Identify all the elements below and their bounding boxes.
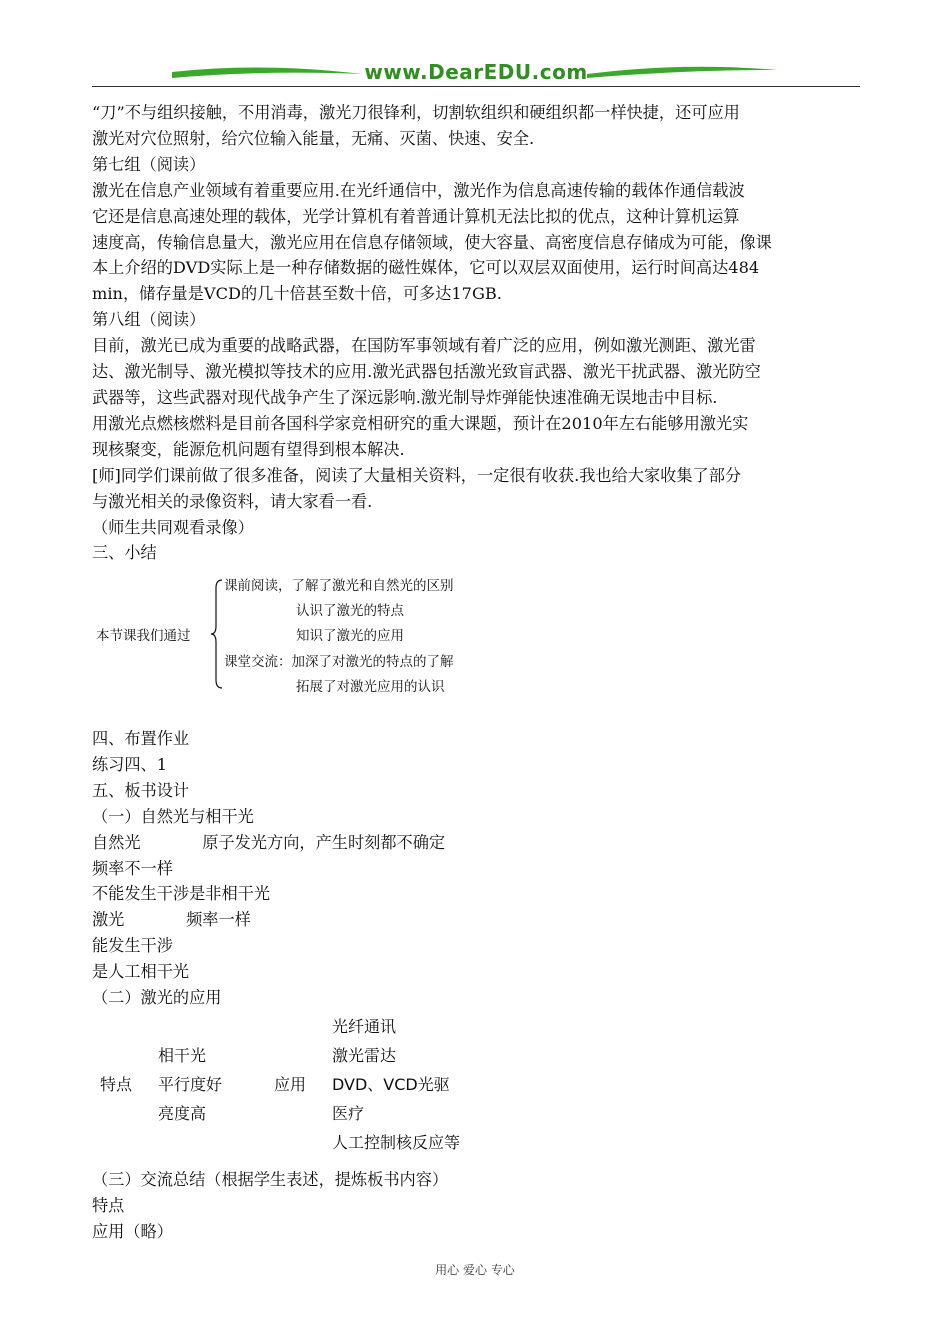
page-footer: 用心 爱心 专心 <box>435 1263 515 1277</box>
summary-brace-graphic <box>210 578 224 690</box>
section-heading: 五、板书设计 <box>92 780 190 800</box>
main-text-end <box>92 1167 862 1245</box>
site-logo[interactable]: www.DearEDU.com <box>364 60 588 84</box>
paragraph: 与激光相关的录像资料，请大家看一看. <box>92 491 373 511</box>
summary-lead: 本节课我们通过 <box>96 628 191 644</box>
application-item: DVD、VCD光驱 <box>332 1075 450 1094</box>
section-heading: 三、小结 <box>92 543 157 563</box>
paragraph: 激光在信息产业领域有着重要应用.在光纤通信中，激光作为信息高速传输的载体作通信载波 <box>92 180 745 200</box>
subsection-heading: （二）激光的应用 <box>92 988 222 1008</box>
subsection-heading: （一）自然光与相干光 <box>92 806 254 826</box>
paragraph: 自然光 原子发光方向，产生时刻都不确定 <box>92 832 446 852</box>
subsection-heading: （三）交流总结（根据学生表述，提炼板书内容） <box>92 1170 449 1189</box>
feature-item: 平行度好 <box>158 1075 223 1094</box>
section-heading: 第八组（阅读） <box>92 310 206 330</box>
application-item: 人工控制核反应等 <box>332 1133 461 1152</box>
header-divider <box>92 86 860 87</box>
section-heading: 四、布置作业 <box>92 729 190 748</box>
paragraph: 现核聚变，能源危机问题有望得到根本解决. <box>92 439 405 459</box>
summary-line: 课堂交流：加深了对激光的特点的了解 <box>224 654 454 670</box>
paragraph: 目前，激光已成为重要的战略武器，在国防军事领域有着广泛的应用，例如激光测距、激光雷 <box>92 336 756 356</box>
main-text-continued <box>92 726 862 1011</box>
section-heading: 第七组（阅读） <box>92 154 206 174</box>
paragraph: （师生共同观看录像） <box>92 517 254 537</box>
paragraph: 武器等，这些武器对现代战争产生了深远影响.激光制导炸弹能快速准确无误地击中目标. <box>92 387 718 407</box>
features-label: 特点 <box>100 1075 133 1094</box>
summary-diagram <box>92 568 592 698</box>
use-label: 应用 <box>274 1075 307 1094</box>
paragraph: 速度高，传输信息量大，激光应用在信息存储领域，使大容量、高密度信息存储成为可能，像课 <box>92 232 772 252</box>
paragraph: 用激光点燃核燃料是目前各国科学家竞相研究的重大课题，预计在2010年左右能够用激光实 <box>92 413 749 433</box>
paragraph: 本上介绍的DVD实际上是一种存储数据的磁性媒体，它可以双层双面使用，运行时间高达484 <box>92 258 760 278</box>
summary-line: 知识了激光的应用 <box>296 628 404 644</box>
application-item: 医疗 <box>332 1104 365 1123</box>
summary-line: 课前阅读，了解了激光和自然光的区别 <box>224 578 454 594</box>
paragraph: min，储存量是VCD的几十倍甚至数十倍，可多达17GB. <box>92 284 502 304</box>
paragraph: 应用（略） <box>92 1221 173 1241</box>
feature-item: 亮度高 <box>158 1104 207 1123</box>
application-item: 光纤通讯 <box>332 1017 397 1036</box>
paragraph: 能发生干涉 <box>92 936 173 956</box>
paragraph: 特点 <box>92 1195 125 1215</box>
paragraph: 不能发生干涉是非相干光 <box>92 884 271 904</box>
paragraph: “刀”不与组织接触，不用消毒，激光刀很锋利，切割软组织和硬组织都一样快捷，还可应用 <box>92 103 740 122</box>
application-item: 激光雷达 <box>332 1046 397 1065</box>
paragraph: [师]同学们课前做了很多准备，阅读了大量相关资料，一定很有收获.我也给大家收集了部分 <box>92 465 742 485</box>
laser-applications-diagram <box>92 1010 592 1160</box>
main-text <box>92 100 862 566</box>
summary-line: 认识了激光的特点 <box>296 603 404 619</box>
paragraph: 激光对穴位照射，给穴位输入能量，无痛、灭菌、快速、安全. <box>92 128 535 148</box>
paragraph: 是人工相干光 <box>92 962 190 982</box>
paragraph: 它还是信息高速处理的载体，光学计算机有着普通计算机无法比拟的优点，这种计算机运算 <box>92 206 740 226</box>
paragraph: 达、激光制导、激光模拟等技术的应用.激光武器包括激光致盲武器、激光干扰武器、激光防空 <box>92 362 761 382</box>
summary-line: 拓展了对激光应用的认识 <box>296 679 445 695</box>
paragraph: 频率不一样 <box>92 858 173 878</box>
paragraph: 激光 频率一样 <box>92 910 251 930</box>
paragraph: 练习四、1 <box>92 754 168 774</box>
feature-item: 相干光 <box>158 1046 207 1065</box>
